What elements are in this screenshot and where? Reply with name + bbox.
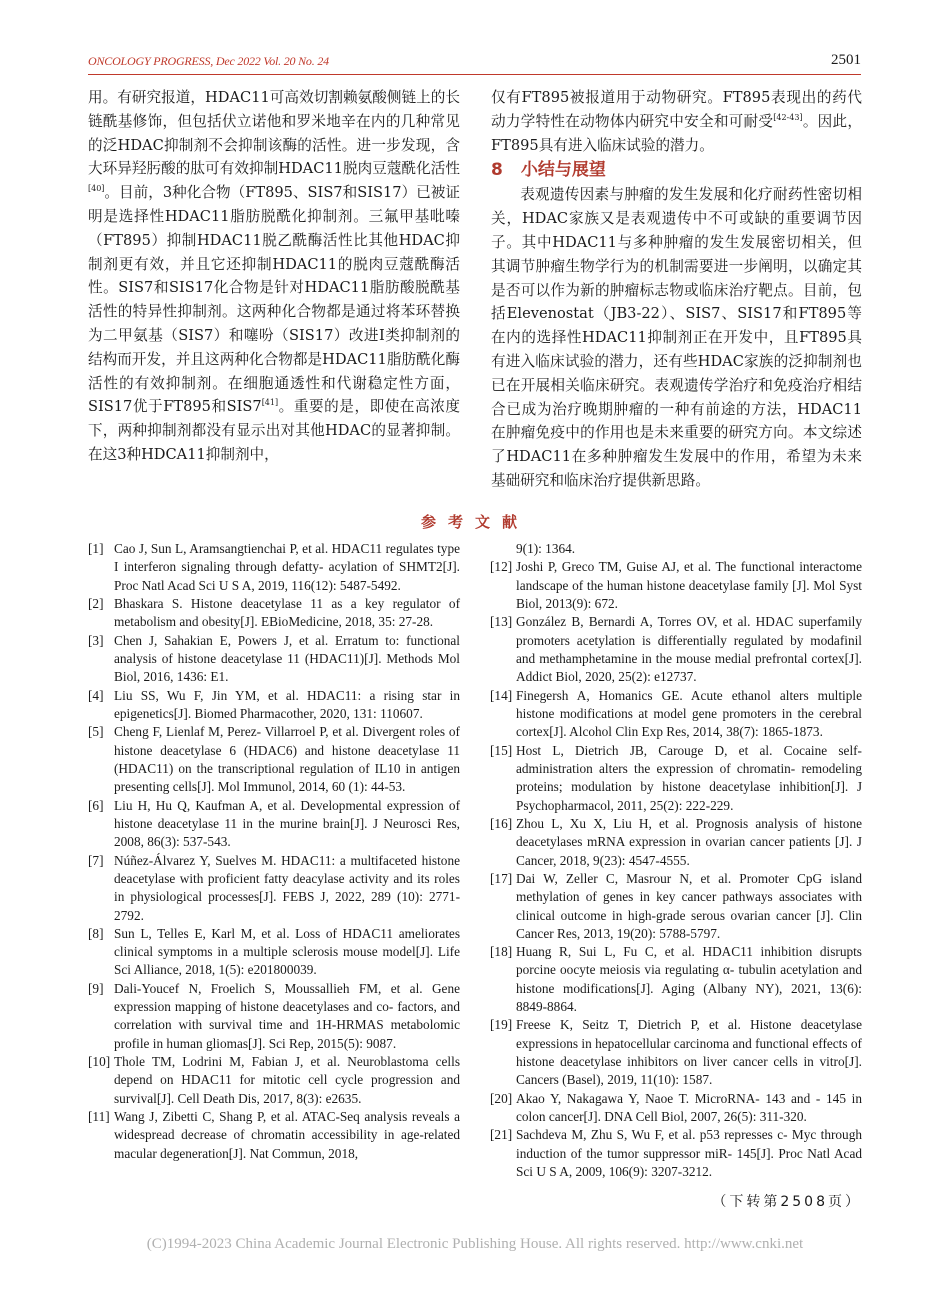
reference-text: Thole TM, Lodrini M, Fabian J, et al. Neuroblastoma cells depend on HDAC11 for mitotic cell cycle progression and survival[J]. Cell Death Dis, 2017, 8(3): e2635. <box>114 1054 460 1106</box>
reference-continuation: 9(1): 1364. <box>516 541 576 556</box>
reference-item <box>88 632 460 687</box>
reference-number: [11] <box>88 1109 110 1125</box>
reference-number: [21] <box>490 1127 513 1143</box>
citation[interactable]: [42-43] <box>773 112 803 122</box>
reference-text: Dali-Youcef N, Froelich S, Moussallieh FM, et al. Gene expression mapping of histone deacetylases and co- factors, and correlation with survival time and 1H-HRMAS metabolomic profile in human gliomas[J]. Sci Rep, 2015(5): 9087. <box>114 980 460 1051</box>
references-heading: 参考文献 <box>420 513 529 531</box>
citation[interactable]: [41] <box>261 398 279 408</box>
reference-text: Chen J, Sahakian E, Powers J, et al. Erratum to: functional analysis of histone deacetylase 11 (HDAC11)[J]. Methods Mol Biol, 2016, 1436: E1. <box>114 632 460 685</box>
reference-text: Finegersh A, Homanics GE. Acute ethanol alters multiple histone modifications at model gene promoters in the cerebral cortex[J]. Alcohol Clin Exp Res, 2014, 38(7): 1865-1873. <box>516 687 862 740</box>
reference-item <box>490 558 862 613</box>
reference-number: [10] <box>88 1054 111 1070</box>
left-column <box>88 86 460 467</box>
reference-number: [9] <box>88 980 104 996</box>
reference-number: [20] <box>490 1090 513 1106</box>
body-paragraph: 仅有FT895被报道用于动物研究。FT895表现出的药代动力学特性在动物体内研究中安全和可耐受[42-43]。因此，FT895具有进入临床试验的潜力。 <box>491 89 862 154</box>
reference-text: Liu SS, Wu F, Jin YM, et al. HDAC11: a rising star in epigenetics[J]. Biomed Pharmacother, 2020, 131: 110607. <box>114 687 460 721</box>
reference-item <box>490 815 862 870</box>
reference-number: [19] <box>490 1017 513 1033</box>
reference-item <box>88 797 460 852</box>
reference-number: [3] <box>88 632 104 648</box>
reference-number: [14] <box>490 687 513 703</box>
reference-item <box>490 687 862 742</box>
reference-text: Sachdeva M, Zhu S, Wu F, et al. p53 represses c- Myc through induction of the tumor suppressor miR- 145[J]. Proc Natl Acad Sci U S A, 2009, 106(9): 3207-3212. <box>516 1127 862 1180</box>
continued-note: （下转第2508页） <box>712 1194 862 1210</box>
reference-item <box>88 980 460 1053</box>
reference-item <box>490 742 862 815</box>
reference-item <box>490 943 862 1016</box>
reference-text: Sun L, Telles E, Karl M, et al. Loss of HDAC11 ameliorates clinical symptoms in a multiple sclerosis mouse model[J]. Life Sci Alliance, 2018, 1(5): e201800039. <box>114 925 460 978</box>
reference-text: Wang J, Zibetti C, Shang P, et al. ATAC-Seq analysis reveals a widespread decrease of chromatin accessibility in age-related macular degeneration[J]. Nat Commun, 2018, <box>114 1109 460 1161</box>
reference-item <box>490 613 862 686</box>
reference-number: [2] <box>88 595 104 611</box>
reference-number: [4] <box>88 687 104 703</box>
reference-item <box>490 870 862 943</box>
reference-text: González B, Bernardi A, Torres OV, et al. HDAC superfamily promoters acetylation is differentially regulated by modafinil and methamphetamine in the mouse medial prefrontal cortex[J]. Addict Biol, 2020, 25(2): e12737. <box>516 614 862 685</box>
right-column <box>491 86 862 493</box>
reference-number: [6] <box>88 797 104 813</box>
body-paragraph: 用。有研究报道，HDAC11可高效切割赖氨酸侧链上的长链酰基修饰，但包括伏立诺他和罗米地辛在内的几种常见的泛HDAC抑制剂不会抑制该酶的活性。进一步发现，含大环异羟肟酸的肽可有效抑制HDAC11脱肉豆蔻酰化活性[40]。目前，3种化合物（FT895、SIS7和SIS17）已被证明是选择性HDAC11脂肪脱酰化抑制剂。三氟甲基吡嗪（FT895）抑制HDAC11脱乙酰酶活性比其他HDAC抑制剂更有效，并且它还抑制HDAC11的脱肉豆蔻酰酶活性。SIS7和SIS17化合物是针对HDAC11脂肪酸脱酰基活性的特异性抑制剂。这两种化合物都是通过将苯环替换为二甲氨基（SIS7）和噻吩（SIS17）改进Ⅰ类抑制剂的结构而开发，并且这两种化合物都是HDAC11脂肪酰化酶活性的有效抑制剂。在细胞通透性和代谢稳定性方面，SIS17优于FT895和SIS7[41]。重要的是，即使在高浓度下，两种抑制剂都没有显示出对其他HDAC的显著抑制。在这3种HDCA11抑制剂中， <box>88 89 460 463</box>
reference-number: [18] <box>490 944 513 960</box>
citation[interactable]: [40] <box>88 184 105 194</box>
reference-item <box>88 1108 460 1163</box>
reference-text: Núñez-Álvarez Y, Suelves M. HDAC11: a multifaceted histone deacetylase with proficient fatty deacylase activity and its roles in physiological processes[J]. FEBS J, 2022, 289 (10): 2771-2792. <box>114 852 460 923</box>
reference-item <box>490 1126 862 1181</box>
reference-item <box>88 687 460 724</box>
reference-number: [17] <box>490 870 513 886</box>
reference-text: Cheng F, Lienlaf M, Perez- Villarroel P, et al. Divergent roles of histone deacetylase 6 (HDAC6) and histone deacetylase 11 (HDAC11) on the transcriptional regulation of IL10 in antigen presenting cells[J]. Mol Immunol, 2014, 60 (1): 44-53. <box>114 724 460 795</box>
section-number: 8 <box>491 160 503 181</box>
reference-item <box>88 723 460 796</box>
reference-text: Liu H, Hu Q, Kaufman A, et al. Developmental expression of histone deacetylase 11 in the murine brain[J]. J Neurosci Res, 2008, 86(3): 537-543. <box>114 797 460 850</box>
reference-number: [8] <box>88 925 104 941</box>
journal-title: ONCOLOGY PROGRESS, Dec 2022 Vol. 20 No. 24 <box>88 54 329 68</box>
reference-item <box>88 540 460 595</box>
reference-item <box>88 1053 460 1108</box>
section-heading <box>491 157 862 183</box>
page-header <box>88 52 861 75</box>
reference-item <box>490 1016 862 1089</box>
reference-text: Huang R, Sui L, Fu C, et al. HDAC11 inhibition disrupts porcine oocyte meiosis via regulating α- tubulin acetylation and histone modifications[J]. Aging (Albany NY), 2021, 13(6): 8849-8864. <box>516 944 862 1015</box>
reference-item <box>88 595 460 632</box>
reference-number: [16] <box>490 815 513 831</box>
reference-text: Joshi P, Greco TM, Guise AJ, et al. The functional interactome landscape of the human histone deacetylase family [J]. Mol Syst Biol, 2013(9): 672. <box>516 559 862 611</box>
reference-number: [13] <box>490 614 513 630</box>
reference-number: [5] <box>88 724 104 740</box>
reference-text: Bhaskara S. Histone deacetylase 11 as a key regulator of metabolism and obesity[J]. EBioMedicine, 2018, 35: 27-28. <box>114 595 460 630</box>
reference-text: Cao J, Sun L, Aramsangtienchai P, et al. HDAC11 regulates type I interferon signaling through defatty- acylation of SHMT2[J]. Proc Natl Acad Sci U S A, 2019, 116(12): 5487-5492. <box>114 541 460 593</box>
reference-number: [12] <box>490 559 513 575</box>
section-title: 小结与展望 <box>520 160 606 181</box>
reference-number: [7] <box>88 852 104 868</box>
reference-text: Host L, Dietrich JB, Carouge D, et al. Cocaine self-administration alters the expression of chromatin- remodeling proteins; modulation by histone deacetylase inhibition[J]. J Psychopharmacol, 2011, 25(2): 222-229. <box>516 742 862 813</box>
body-paragraph: 表观遗传因素与肿瘤的发生发展和化疗耐药性密切相关，HDAC家族又是表观遗传中不可或缺的重要调节因子。其中HDAC11与多种肿瘤的发生发展密切相关，但其调节肿瘤生物学行为的机制需要进一步阐明，以确定其是否可以作为新的肿瘤标志物或临床治疗靶点。目前，包括Elevenostat（JB3-22）、SIS7、SIS17和FT895等在内的选择性HDAC11抑制剂正在开发中，且FT895具有进入临床试验的潜力，还有些HDAC家族的泛抑制剂也已在开展相关临床研究。表观遗传学治疗和免疫治疗相结合已成为治疗晚期肿瘤的一种有前途的方法，HDAC11在肿瘤免疫中的作用也是未来重要的研究方向。本文综述了HDAC11在多种肿瘤发生发展中的作用，希望为未来基础研究和临床治疗提供新思路。 <box>491 186 862 489</box>
reference-number: [1] <box>88 541 104 556</box>
reference-text: Freese K, Seitz T, Dietrich P, et al. Histone deacetylase expressions in hepatocellular carcinoma and functional effects of histone deacetylase inhibitors on liver cancer cells in vitro[J]. Cancers (Basel), 2019, 11(10): 1587. <box>516 1017 862 1088</box>
reference-text: Akao Y, Nakagawa Y, Naoe T. MicroRNA- 143 and - 145 in colon cancer[J]. DNA Cell Biol, 2007, 26(5): 311-320. <box>516 1090 862 1125</box>
reference-item <box>88 852 460 925</box>
copyright-footer: (C)1994-2023 China Academic Journal Electronic Publishing House. All rights reserved. http://www.cnki.net <box>146 1236 804 1252</box>
reference-text: Dai W, Zeller C, Masrour N, et al. Promoter CpG island methylation of genes in key cancer pathways associates with clinical outcome in high-grade serous ovarian cancer [J]. Clin Cancer Res, 2013, 19(20): 5788-5797. <box>516 870 862 941</box>
references-left-column <box>88 540 460 1163</box>
references-right-column <box>490 540 862 1181</box>
reference-number: [15] <box>490 742 513 758</box>
reference-text: Zhou L, Xu X, Liu H, et al. Prognosis analysis of histone deacetylases mRNA expression in ovarian cancer patients [J]. J Cancer, 2018, 9(23): 4547-4555. <box>516 815 862 868</box>
page-number: 2501 <box>831 52 861 68</box>
reference-item <box>490 1090 862 1127</box>
reference-item <box>88 925 460 980</box>
